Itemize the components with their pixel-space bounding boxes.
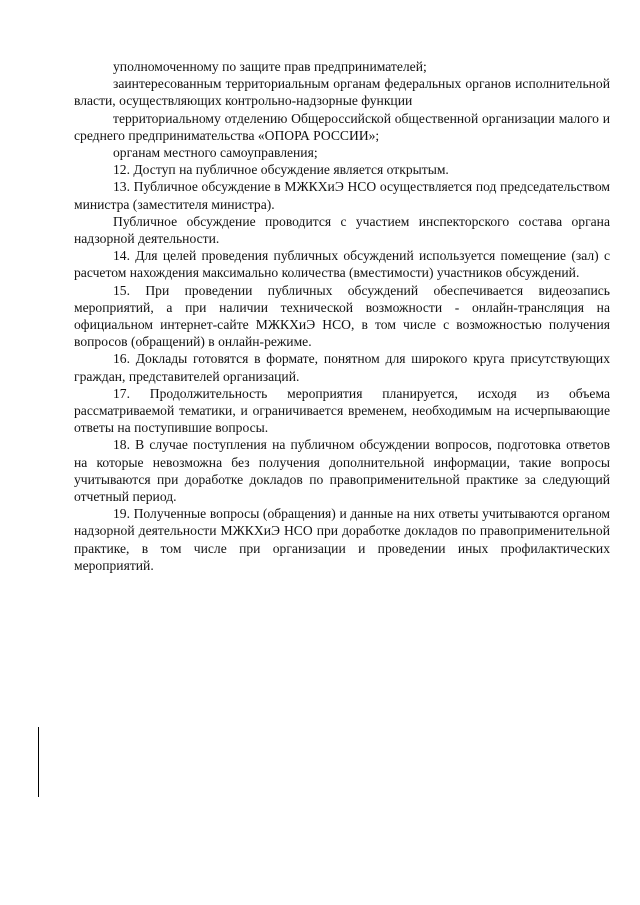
paragraph-item-17: 17. Продолжительность мероприятия планируется, исходя из объема рассматриваемой тематики, и ограничивается временем, необходимым на исчерпывающие ответы на поступившие вопросы. [74, 385, 610, 436]
paragraph-item-18: 18. В случае поступления на публичном обсуждении вопросов, подготовка ответов на которые невозможна без получения дополнительной информации, такие вопросы учитываются при доработке докладов по правоприменительной практике за следующий отчетный период. [74, 437, 610, 505]
paragraph-item-19: 19. Полученные вопросы (обращения) и данные на них ответы учитываются органом надзорной деятельности МЖКХиЭ НСО при доработке докладов по правоприменительной практике, в том числе при организации и проведении иных профилактических мероприятий. [74, 506, 610, 573]
margin-divider-line [38, 727, 39, 797]
paragraph-item-13: 13. Публичное обсуждение в МЖКХиЭ НСО осуществляется под председательством министра (заместителя министра). [74, 179, 610, 212]
paragraph-entrepreneurs-ombudsman: уполномоченному по защите прав предпринимателей; [113, 59, 427, 74]
paragraph-federal-authorities: заинтересованным территориальным органам федеральных органов исполнительной власти, осуществляющих контрольно-надзорные функции [74, 76, 610, 109]
paragraph-inspectors: Публичное обсуждение проводится с участием инспекторского состава органа надзорной деятельности. [74, 213, 610, 247]
paragraph-opora-russia: территориальному отделению Общероссийской общественной организации малого и среднего предпринимательства «ОПОРА РОССИИ»; [74, 110, 610, 143]
paragraph-local-government: органам местного самоуправления; [113, 145, 318, 161]
paragraph-item-12: 12. Доступ на публичное обсуждение является открытым. [113, 162, 449, 178]
paragraph-item-14: 14. Для целей проведения публичных обсуждений используется помещение (зал) с расчетом нахождения максимально количества (вместимости) участников обсуждений. [74, 248, 610, 281]
paragraph-item-16: 16. Доклады готовятся в формате, понятном для широкого круга присутствующих граждан, представителей организаций. [74, 351, 610, 384]
paragraph-item-15: 15. При проведении публичных обсуждений обеспечивается видеозапись мероприятий, а при наличии технической возможности - онлайн-трансляция на официальном интернет-сайте МЖКХиЭ НСО, в том числе с возможностью получения вопросов (обращений) в онлайн-режиме. [74, 282, 610, 350]
document-page [74, 58, 610, 574]
